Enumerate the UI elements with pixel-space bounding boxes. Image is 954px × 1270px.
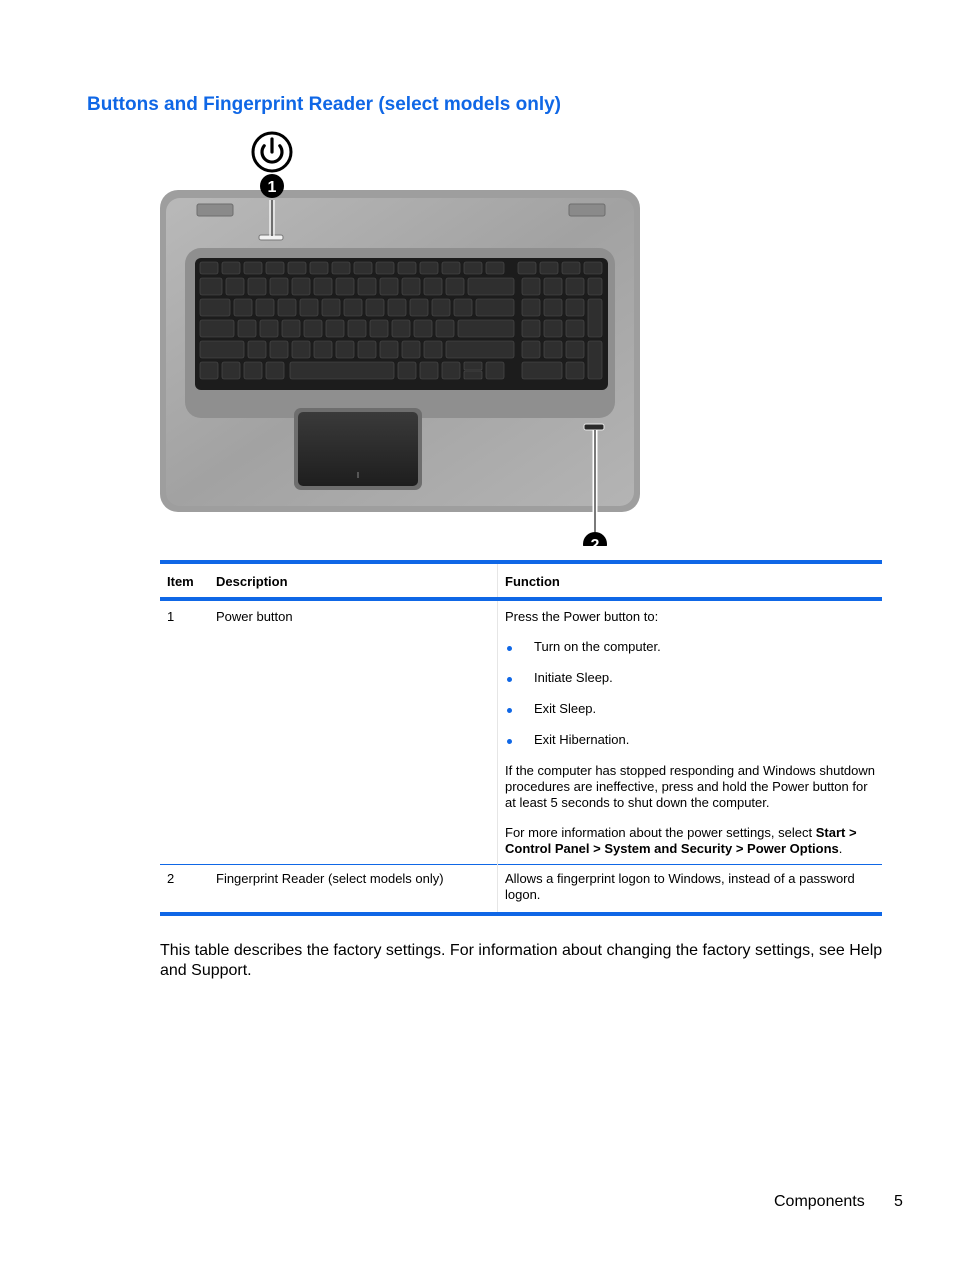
components-table [160,560,882,916]
callout-2-number: 2 [590,537,600,546]
bullet-item: Initiate Sleep. [505,670,875,686]
cell-item: 1 [167,609,175,624]
keyboard [195,258,608,390]
table-row [160,599,882,865]
touchpad [294,408,422,490]
footer-section-title: Components [774,1193,865,1210]
function-more-info [505,825,875,857]
bullet-item: Turn on the computer. [505,639,875,655]
body-paragraph: This table describes the factory settings. For information about changing the factory settings, see Help and Support. [160,942,883,979]
bullet-item: Exit Hibernation. [505,732,875,748]
header-description: Description [216,574,288,589]
more-info-prefix: For more information about the power settings, select [505,825,816,840]
footer-page-number: 5 [894,1193,903,1210]
more-info-suffix: . [838,841,843,856]
section-heading: Buttons and Fingerprint Reader (select models only) [87,94,562,115]
cell-description: Power button [216,609,293,624]
bullet-item: Exit Sleep. [505,701,875,717]
cell-item: 2 [167,871,175,886]
function-note: If the computer has stopped responding and Windows shutdown procedures are ineffective, press and hold the Power button for at least 5 seconds to shut down the computer. [505,763,876,810]
header-function: Function [498,562,883,599]
cell-function [498,599,883,865]
power-icon [253,133,291,171]
table-row [160,865,882,915]
more-info-path: Start > Control Panel > System and Security > Power Options [505,825,857,856]
header-item: Item [167,574,194,589]
laptop-figure [160,128,644,546]
function-intro: Press the Power button to: [505,609,659,624]
table-header-row [160,562,882,599]
cell-description: Fingerprint Reader (select models only) [216,871,444,886]
cell-function: Allows a fingerprint logon to Windows, instead of a password logon. [498,865,883,915]
callout-1-number: 1 [267,179,277,196]
fingerprint-reader-graphic [584,424,604,430]
function-bullet-list [505,639,875,748]
